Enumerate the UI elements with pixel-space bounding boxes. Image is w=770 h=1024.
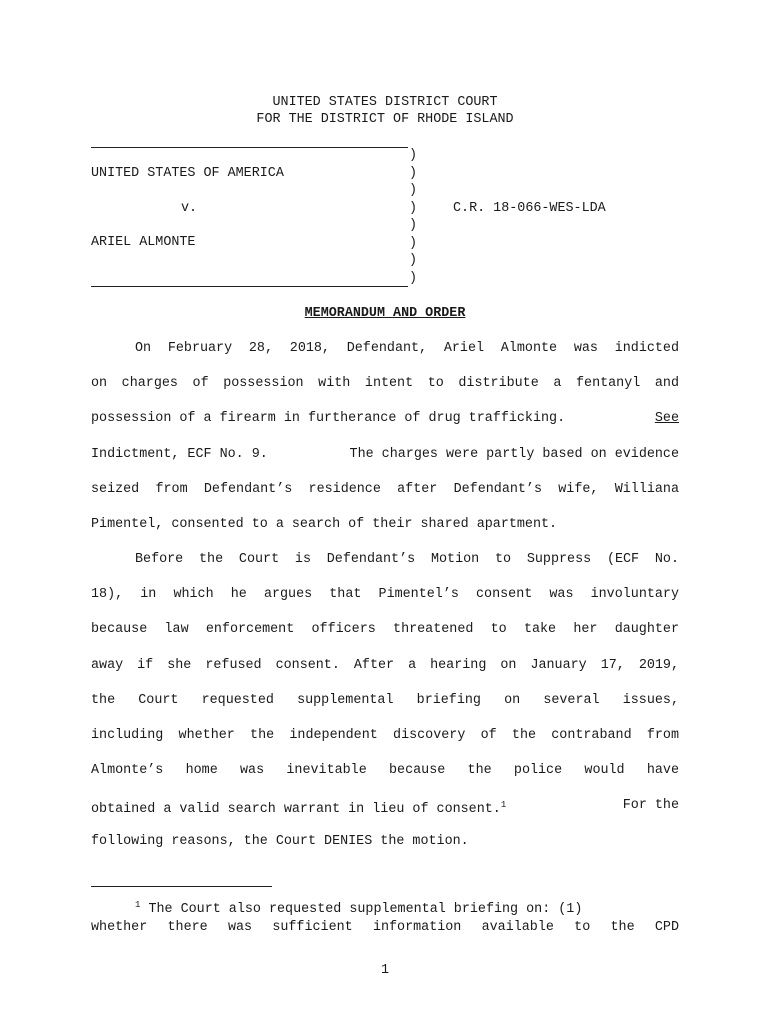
- paragraph-1: [91, 331, 679, 542]
- text-line: Before the Court is Defendant’s Motion to Suppress (ECF No.: [135, 552, 679, 567]
- case-number: C.R. 18-066-WES-LDA: [453, 201, 606, 216]
- caption-paren: ): [409, 148, 418, 163]
- paragraph-2: [91, 542, 679, 859]
- footnote-text: whether there was sufficient information available to the CPD: [91, 920, 679, 935]
- plaintiff-name: UNITED STATES OF AMERICA: [91, 166, 284, 181]
- court-name: UNITED STATES DISTRICT COURT: [272, 95, 498, 110]
- caption-paren: ): [409, 235, 418, 251]
- text-line: on charges of possession with intent to distribute a fentanyl and: [91, 376, 679, 392]
- footnote-text: The Court also requested supplemental briefing on: (1): [148, 902, 583, 917]
- footnote-line: [91, 896, 679, 919]
- caption-paren: ): [409, 253, 418, 268]
- text-line: including whether the independent discovery of the contraband from: [91, 727, 679, 743]
- text-line: Almonte’s home was inevitable because the police would have: [91, 763, 679, 779]
- see-citation: See: [654, 411, 679, 427]
- text-line: the Court requested supplemental briefing on several issues,: [91, 692, 679, 708]
- text-line: seized from Defendant’s residence after Defendant’s wife, Williana: [91, 481, 679, 497]
- text-line: following reasons, the Court DENIES the motion.: [91, 833, 469, 849]
- caption-paren: ): [409, 165, 418, 181]
- caption-paren: ): [409, 270, 418, 286]
- versus: v.: [181, 201, 198, 216]
- page-number: 1: [380, 963, 390, 978]
- caption-paren: ): [409, 200, 418, 216]
- caption-top-rule: [91, 147, 408, 148]
- court-district: FOR THE DISTRICT OF RHODE ISLAND: [256, 112, 514, 127]
- document-title: MEMORANDUM AND ORDER: [304, 306, 466, 321]
- text-line: [91, 401, 679, 436]
- footnote-line: [91, 919, 679, 937]
- text-line-part: obtained a valid search warrant in lieu of consent.: [91, 802, 501, 818]
- text-line: [91, 437, 679, 472]
- footnote-line-part: [135, 896, 582, 919]
- text-line: Pimentel, consented to a search of their shared apartment.: [91, 516, 558, 532]
- text-line: 18), in which he argues that Pimentel’s consent was involuntary: [91, 587, 679, 603]
- text-line-part: possession of a firearm in furtherance of drug trafficking.: [91, 411, 566, 427]
- text-line-part: [91, 788, 506, 827]
- footnote-ref[interactable]: 1: [500, 800, 507, 811]
- defendant-name: ARIEL ALMONTE: [91, 235, 196, 250]
- text-line: because law enforcement officers threatened to take her daughter: [91, 622, 679, 638]
- footnote-separator: [91, 886, 272, 887]
- caption-bottom-rule: [91, 286, 408, 287]
- footnote-marker: 1: [135, 900, 141, 910]
- text-line-part: Indictment, ECF No. 9.: [91, 446, 268, 462]
- text-line: [91, 788, 679, 823]
- caption-paren: ): [409, 218, 418, 233]
- caption-paren: ): [409, 183, 418, 198]
- text-line-part: The charges were partly based on evidence: [349, 446, 679, 462]
- text-line: away if she refused consent. After a hearing on January 17, 2019,: [91, 657, 679, 673]
- text-line: On February 28, 2018, Defendant, Ariel Almonte was indicted: [135, 341, 679, 356]
- text-line-part: For the: [622, 798, 679, 814]
- footnote: [91, 896, 679, 937]
